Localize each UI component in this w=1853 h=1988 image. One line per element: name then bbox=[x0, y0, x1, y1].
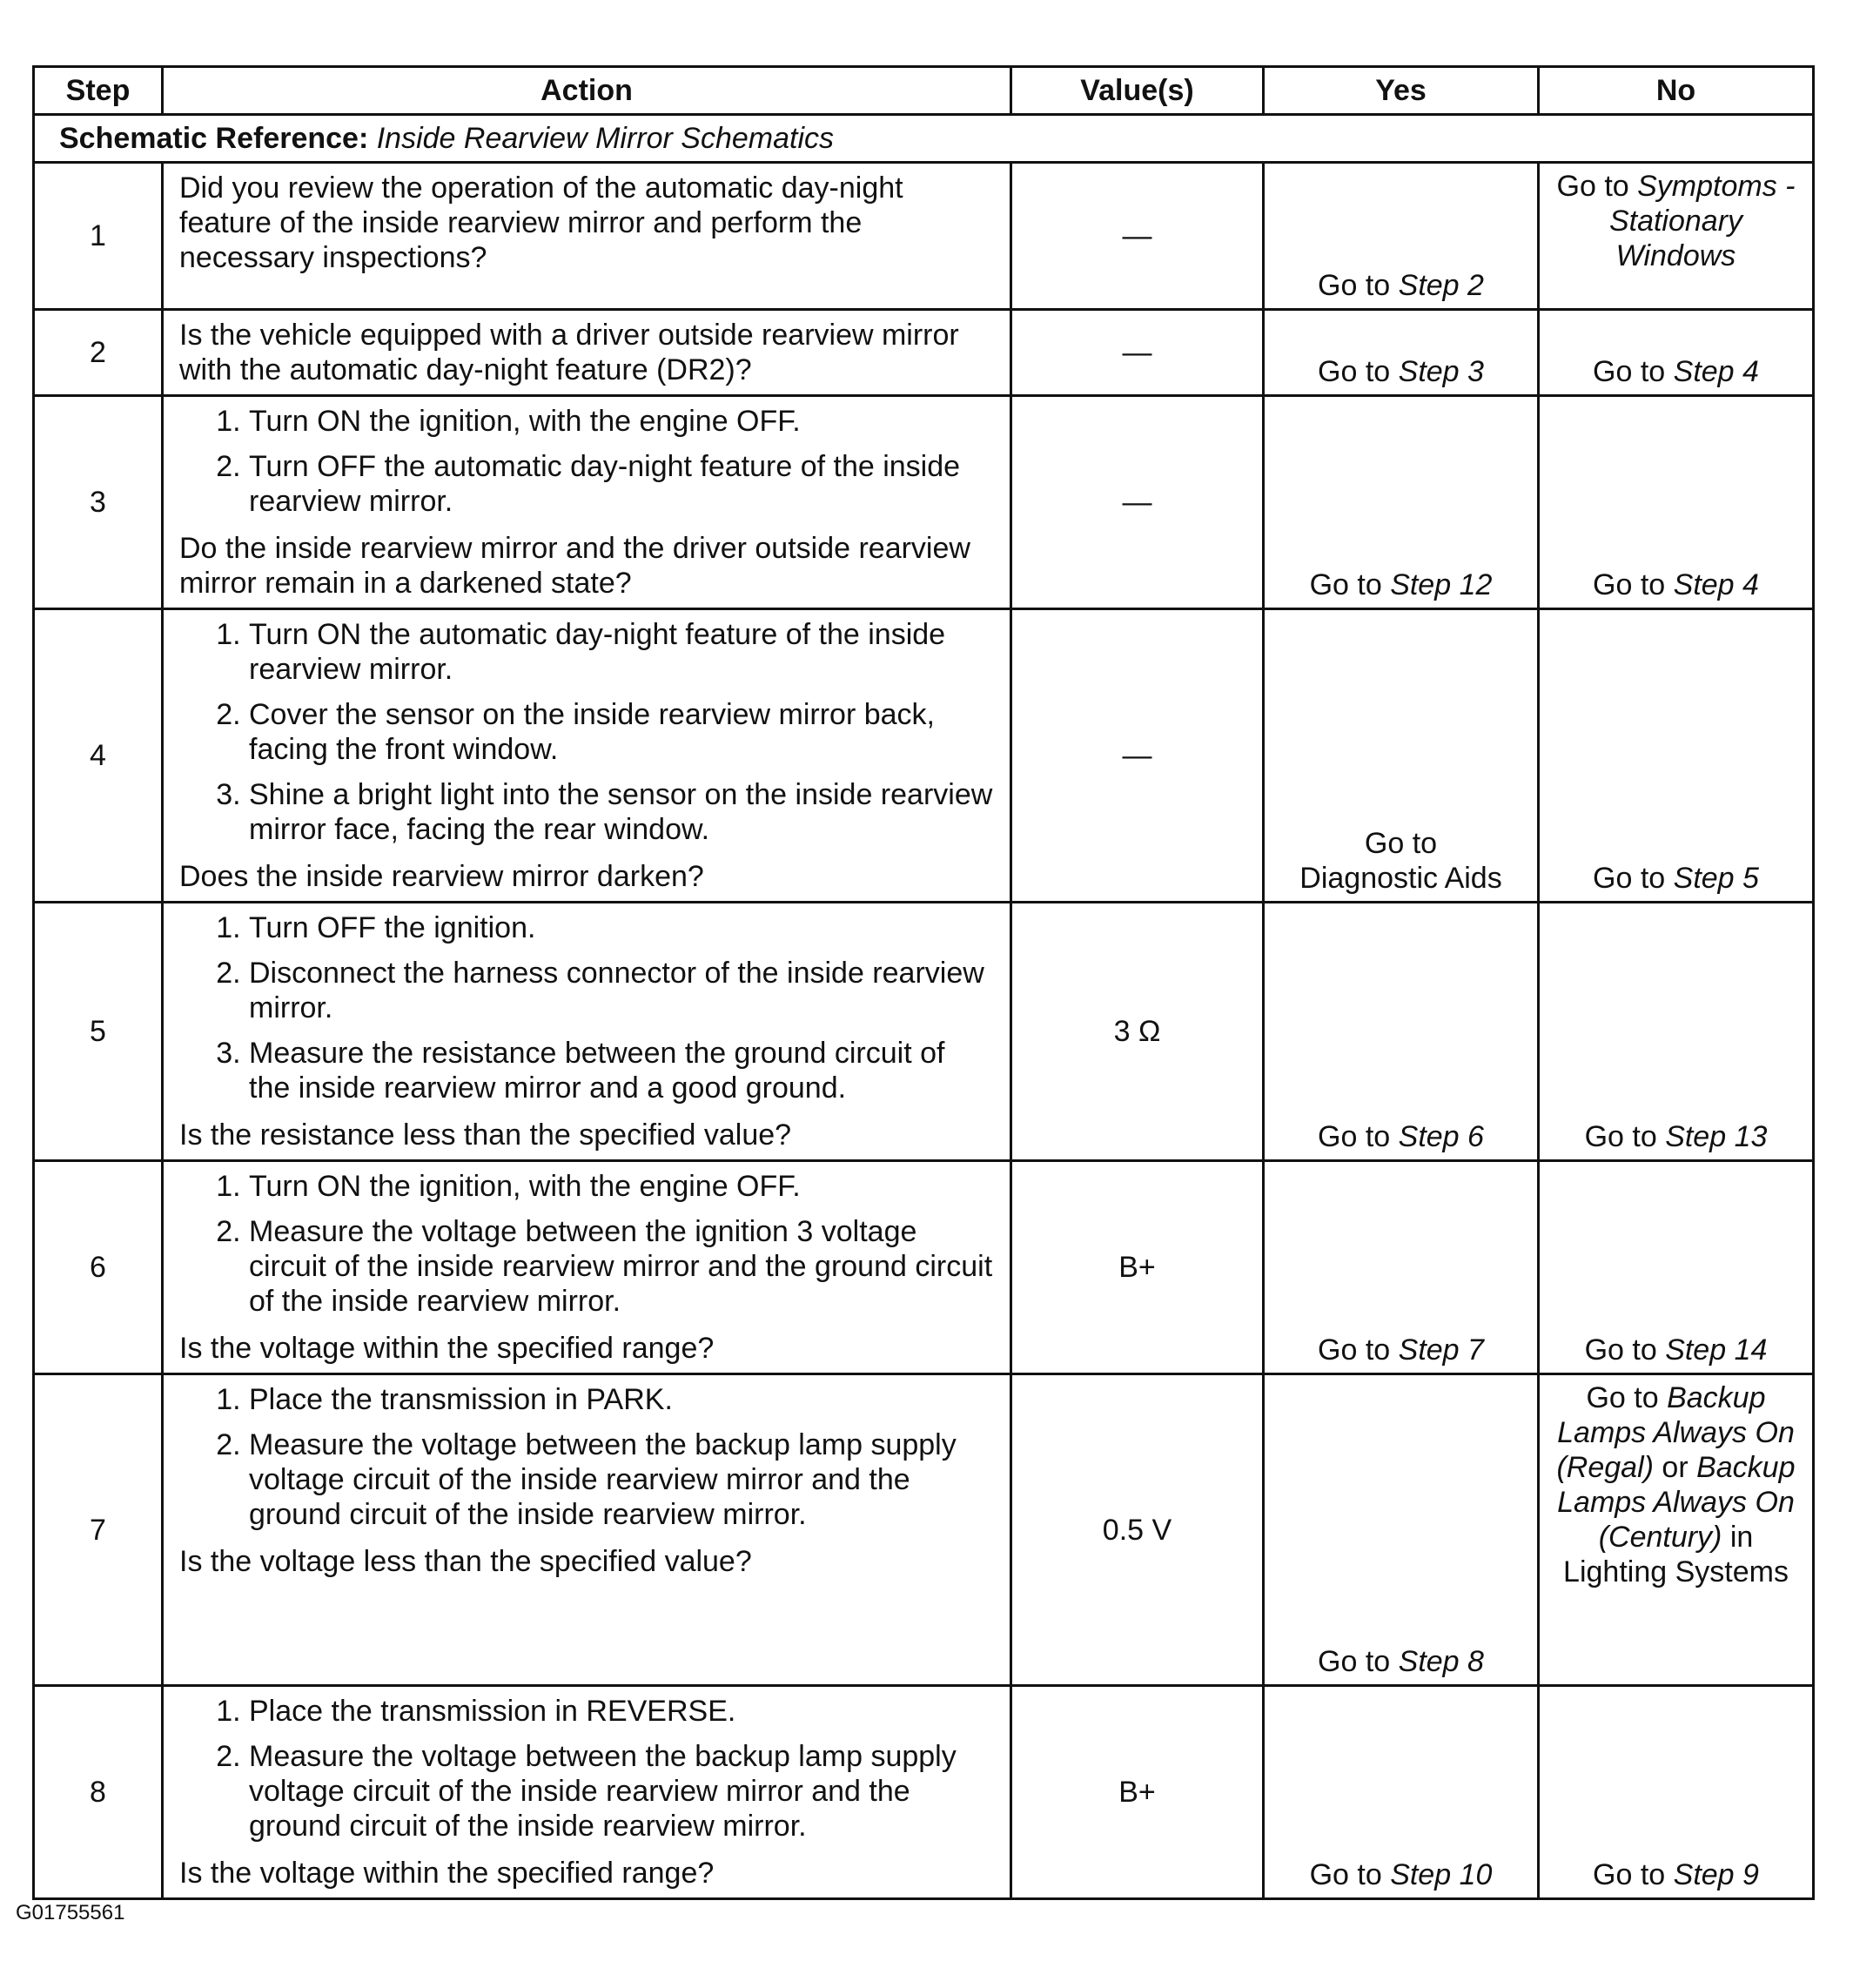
action-step: 2. Measure the voltage between the backup lamp supply voltage circuit of the inside rearview mirror and the ground circuit of the inside rearview mirror. bbox=[249, 1427, 994, 1532]
no-link[interactable] bbox=[1540, 568, 1812, 602]
header-no: No bbox=[1539, 67, 1814, 115]
yes-cell bbox=[1264, 1374, 1539, 1686]
go-to-text: Go to bbox=[1318, 1120, 1399, 1153]
schematic-label: Schematic Reference: bbox=[59, 122, 369, 155]
go-to-text: Go to bbox=[1318, 269, 1399, 302]
go-to-text: Go to bbox=[1318, 1645, 1399, 1678]
action-steps-list bbox=[179, 617, 994, 854]
go-to-text: Go to bbox=[1318, 355, 1399, 388]
step-row-6 bbox=[34, 1161, 1814, 1374]
no-cell bbox=[1539, 609, 1814, 903]
yes-link[interactable] bbox=[1265, 1857, 1537, 1892]
no-cell bbox=[1539, 1161, 1814, 1374]
value-cell: — bbox=[1011, 396, 1264, 609]
schematic-reference-row bbox=[34, 115, 1814, 163]
action-cell bbox=[163, 1161, 1011, 1374]
no-cell bbox=[1539, 1686, 1814, 1899]
action-step: 3. Measure the resistance between the ground circuit of the inside rearview mirror and a good ground. bbox=[249, 1036, 994, 1105]
action-question: Did you review the operation of the automatic day-night feature of the inside rearview mirror and perform the necessary inspections? bbox=[179, 171, 903, 274]
no-link[interactable] bbox=[1540, 1333, 1812, 1367]
header-yes: Yes bbox=[1264, 67, 1539, 115]
value-cell: B+ bbox=[1011, 1686, 1264, 1899]
action-question: Is the resistance less than the specified value? bbox=[179, 1118, 792, 1152]
action-question: Do the inside rearview mirror and the driver outside rearview mirror remain in a darkened state? bbox=[179, 532, 970, 600]
step-link[interactable]: Step 10 bbox=[1390, 1858, 1493, 1891]
action-question: Is the vehicle equipped with a driver outside rearview mirror with the automatic day-night feature (DR2)? bbox=[179, 319, 959, 386]
go-to-text: Go to bbox=[1309, 568, 1391, 601]
go-to-text: Go to bbox=[1593, 862, 1674, 895]
step-row-4 bbox=[34, 609, 1814, 903]
yes-link[interactable] bbox=[1265, 826, 1537, 896]
step-link[interactable]: Step 12 bbox=[1390, 568, 1493, 601]
action-question: Is the voltage less than the specified value? bbox=[179, 1545, 752, 1578]
lighting-systems-text: in Lighting Systems bbox=[1563, 1521, 1789, 1588]
value-cell: 0.5 V bbox=[1011, 1374, 1264, 1686]
value-cell: — bbox=[1011, 163, 1264, 310]
value-cell: B+ bbox=[1011, 1161, 1264, 1374]
yes-cell bbox=[1264, 1161, 1539, 1374]
go-to-text: Go to bbox=[1593, 1858, 1674, 1891]
yes-link[interactable] bbox=[1265, 268, 1537, 303]
go-to-text: Go to bbox=[1586, 1381, 1668, 1414]
header-step: Step bbox=[34, 67, 163, 115]
step-number: 8 bbox=[34, 1686, 163, 1899]
action-step: 1. Turn ON the ignition, with the engine OFF. bbox=[249, 1169, 994, 1204]
go-to-text: Go to bbox=[1593, 568, 1674, 601]
step-row-8 bbox=[34, 1686, 1814, 1899]
action-step: 2. Measure the voltage between the backup lamp supply voltage circuit of the inside rearview mirror and the ground circuit of the inside rearview mirror. bbox=[249, 1739, 994, 1844]
yes-link[interactable] bbox=[1265, 1119, 1537, 1154]
schematic-ref-link[interactable]: Inside Rearview Mirror Schematics bbox=[376, 122, 834, 155]
step-number: 7 bbox=[34, 1374, 163, 1686]
step-number: 4 bbox=[34, 609, 163, 903]
action-steps-list bbox=[179, 404, 994, 526]
go-to-text: Go to bbox=[1593, 355, 1674, 388]
yes-link[interactable] bbox=[1265, 1333, 1537, 1367]
action-cell bbox=[163, 903, 1011, 1161]
value-cell: — bbox=[1011, 609, 1264, 903]
step-link[interactable]: Step 14 bbox=[1665, 1333, 1768, 1367]
step-link[interactable]: Step 13 bbox=[1665, 1120, 1768, 1153]
step-number: 1 bbox=[34, 163, 163, 310]
no-link[interactable] bbox=[1540, 1119, 1812, 1154]
step-link[interactable]: Step 8 bbox=[1398, 1645, 1484, 1678]
step-link[interactable]: Step 6 bbox=[1398, 1120, 1484, 1153]
figure-id: G01755561 bbox=[16, 1901, 125, 1924]
header-row bbox=[34, 67, 1814, 115]
action-step: 3. Shine a bright light into the sensor on the inside rearview mirror face, facing the rear window. bbox=[249, 777, 994, 847]
or-text: or bbox=[1653, 1451, 1697, 1484]
action-cell bbox=[163, 609, 1011, 903]
yes-link[interactable] bbox=[1265, 568, 1537, 602]
yes-link[interactable] bbox=[1265, 1644, 1537, 1679]
no-cell bbox=[1539, 1374, 1814, 1686]
action-steps-list bbox=[179, 910, 994, 1112]
header-values: Value(s) bbox=[1011, 67, 1264, 115]
step-row-1 bbox=[34, 163, 1814, 310]
no-link[interactable] bbox=[1540, 861, 1812, 896]
value-cell: — bbox=[1011, 310, 1264, 396]
step-row-2 bbox=[34, 310, 1814, 396]
action-step: 2. Turn OFF the automatic day-night feature of the inside rearview mirror. bbox=[249, 449, 994, 519]
diagnostic-table bbox=[32, 65, 1815, 1900]
step-number: 3 bbox=[34, 396, 163, 609]
action-step: 2. Disconnect the harness connector of the inside rearview mirror. bbox=[249, 956, 994, 1025]
go-to-text: Go to bbox=[1584, 1120, 1666, 1153]
action-steps-list bbox=[179, 1694, 994, 1850]
no-cell bbox=[1539, 396, 1814, 609]
action-step: 1. Turn ON the ignition, with the engine OFF. bbox=[249, 404, 994, 439]
step-row-3 bbox=[34, 396, 1814, 609]
yes-cell bbox=[1264, 903, 1539, 1161]
step-row-7 bbox=[34, 1374, 1814, 1686]
step-link[interactable]: Step 3 bbox=[1398, 355, 1484, 388]
go-to-text: Go to bbox=[1318, 1333, 1399, 1367]
no-cell bbox=[1539, 310, 1814, 396]
step-link[interactable]: Step 9 bbox=[1673, 1858, 1759, 1891]
value-cell: 3 Ω bbox=[1011, 903, 1264, 1161]
action-question: Does the inside rearview mirror darken? bbox=[179, 860, 704, 893]
action-step: 2. Measure the voltage between the ignition 3 voltage circuit of the inside rearview mirror and the ground circuit of the inside rearview mirror. bbox=[249, 1214, 994, 1319]
step-number: 5 bbox=[34, 903, 163, 1161]
backup-lamps-regal-link[interactable]: Backup Lamps Always On (Regal) bbox=[1556, 1381, 1795, 1484]
no-link[interactable] bbox=[1540, 354, 1812, 389]
yes-cell bbox=[1264, 609, 1539, 903]
go-to-text: Go to bbox=[1309, 1858, 1391, 1891]
step-number: 6 bbox=[34, 1161, 163, 1374]
step-number: 2 bbox=[34, 310, 163, 396]
action-cell bbox=[163, 1686, 1011, 1899]
no-cell bbox=[1539, 163, 1814, 310]
yes-cell bbox=[1264, 1686, 1539, 1899]
symptoms-link[interactable]: Symptoms - Stationary Windows bbox=[1608, 170, 1796, 272]
action-step: 1. Turn ON the automatic day-night feature of the inside rearview mirror. bbox=[249, 617, 994, 687]
go-to-text: Go to bbox=[1584, 1333, 1666, 1367]
yes-cell bbox=[1264, 163, 1539, 310]
yes-cell bbox=[1264, 310, 1539, 396]
no-cell bbox=[1539, 903, 1814, 1161]
no-link[interactable] bbox=[1540, 1857, 1812, 1892]
action-cell bbox=[163, 396, 1011, 609]
action-step: 1. Place the transmission in PARK. bbox=[249, 1382, 994, 1417]
step-link[interactable]: Step 7 bbox=[1398, 1333, 1484, 1367]
action-cell bbox=[163, 1374, 1011, 1686]
action-cell bbox=[163, 163, 1011, 310]
action-step: 1. Place the transmission in REVERSE. bbox=[249, 1694, 994, 1729]
yes-cell bbox=[1264, 396, 1539, 609]
action-steps-list bbox=[179, 1382, 994, 1539]
yes-link[interactable] bbox=[1265, 354, 1537, 389]
diagnostic-aids-link[interactable]: Diagnostic Aids bbox=[1299, 862, 1502, 895]
step-link[interactable]: Step 5 bbox=[1673, 862, 1759, 895]
action-steps-list bbox=[179, 1169, 994, 1326]
header-action: Action bbox=[163, 67, 1011, 115]
go-to-text: Go to bbox=[1556, 170, 1638, 203]
step-row-5 bbox=[34, 903, 1814, 1161]
action-cell bbox=[163, 310, 1011, 396]
action-step: 1. Turn OFF the ignition. bbox=[249, 910, 994, 945]
go-to-text: Go to bbox=[1364, 827, 1438, 860]
action-question: Is the voltage within the specified range? bbox=[179, 1332, 715, 1365]
backup-lamps-century-link[interactable]: Backup Lamps Always On (Century) bbox=[1557, 1451, 1796, 1554]
no-link[interactable] bbox=[1540, 1375, 1812, 1589]
no-link[interactable] bbox=[1540, 164, 1812, 273]
step-link[interactable]: Step 4 bbox=[1673, 355, 1759, 388]
action-question: Is the voltage within the specified range? bbox=[179, 1857, 715, 1890]
schematic-reference bbox=[34, 115, 1814, 163]
step-link[interactable]: Step 4 bbox=[1673, 568, 1759, 601]
step-link[interactable]: Step 2 bbox=[1398, 269, 1484, 302]
action-step: 2. Cover the sensor on the inside rearview mirror back, facing the front window. bbox=[249, 697, 994, 767]
